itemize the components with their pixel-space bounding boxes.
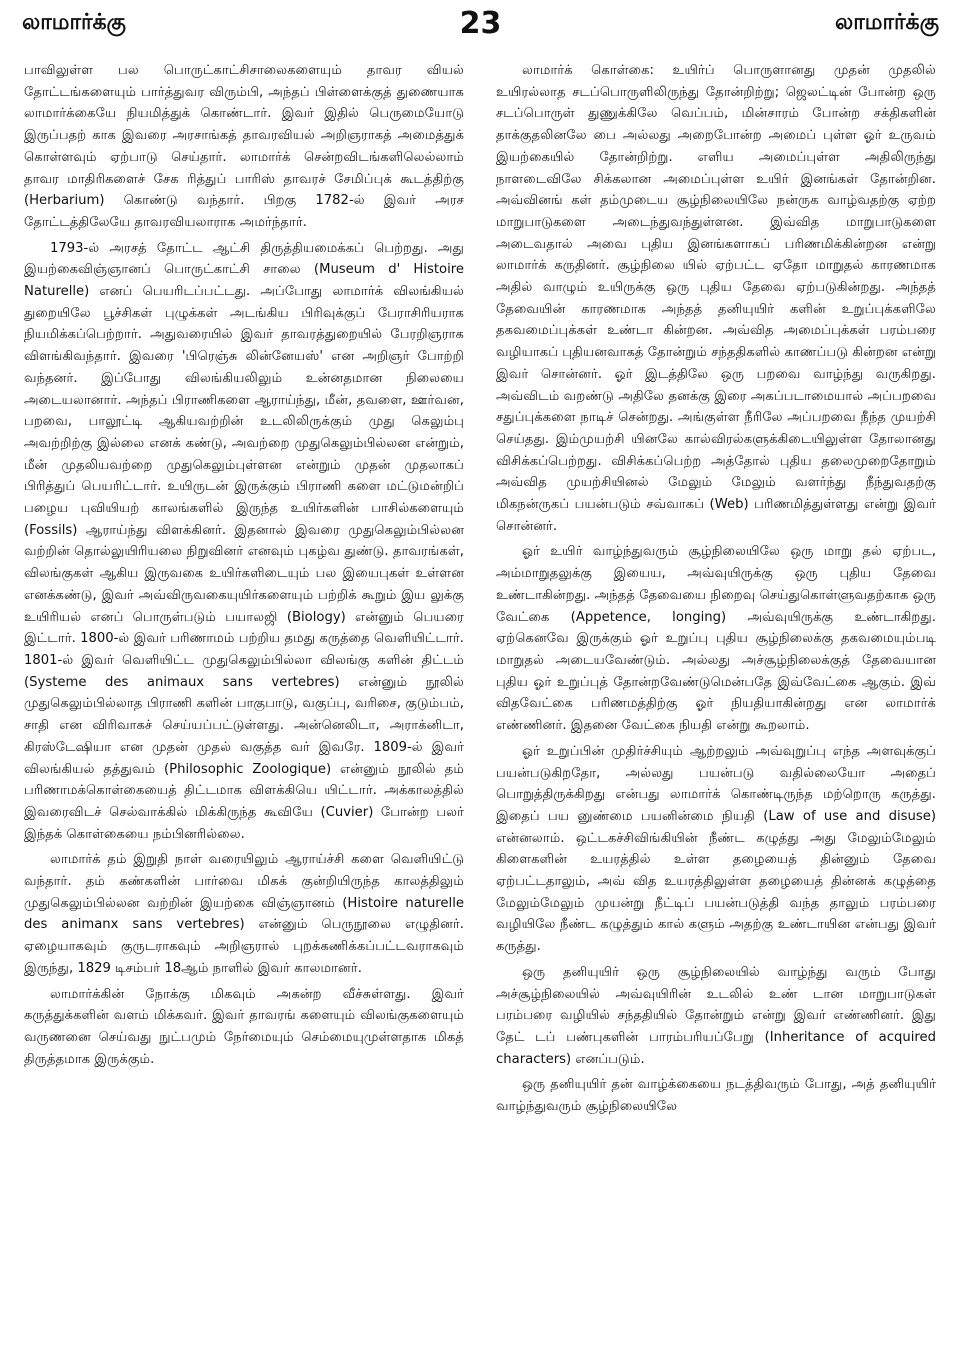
paragraph: லாமார்க்கின் நோக்கு மிகவும் அகன்ற வீச்சுள்ளது. இவர் கருத்துக்களின் வளம் மிக்கவர். இவர் தாவரங் களையும் விலங்குகளையும் வருணனை செய்வது நுட்பமும் நேர்மையும் செம்மையுமுள்ளதாக மிகத் திருத்தமாக இருக்கும். — [24, 986, 464, 1067]
page-number: 23 — [459, 6, 502, 41]
paragraph: 1793-ல் அரசத் தோட்ட ஆட்சி திருத்தியமைக்கப் பெற்றது. அது இயற்கைவிஞ்ஞானப் பொருட்காட்சி சாலை (Museum d' Histoire Naturelle) எனப் பெயரிடப்பட்டது. அப்போது லாமார்க் விலங்கியல் துறையிலே பூச்சிகள் புழுக்கள் அடங்கிய பிரிவுக்குப் பேராசிரியராக நியமிக்கப்பெற்றார். அதுவரையில் இவர் தாவரத்துறையில் பேரறிஞராக விளங்கிவந்தார். இவரை 'பிரெஞ்சு லின்னேயஸ்' என அறிஞர் போற்றி வந்தனர். இப்போது விலங்கியலிலும் உன்னதமான நிலையை அடையலானார். அந்தப் பிராணிகளை ஆராய்ந்து, மீன், தவளை, ஊர்வன, பறவை, பாலூட்டி ஆகியவற்றின் உடலிலிருக்கும் முது கெலும்பு அவற்றிற்கு இல்லை எனக் கண்டு, அவற்றை முதுகெலும்பில்லன என்றும், மீன் முதலியவற்றை முதுகெலும்புள்ளன என்றும் முதன் முதலாகப் பிரித்துப் பெயரிட்டார். உயிருடன் இருக்கும் பிராணி களை மட்டுமன்றிப் பழைய புவியியற் காலங்களில் இருந்த உயிர்களின் பாசில்களையும் (Fossils) ஆராய்ந்து விளக்கினர். இதனால் இவரை முதுகெலும்பில்லன வற்றின் தொல்லுயிரியலை நிறுவினர் எனவும் புகழ்வ துண்டு. தாவரங்கள், விலங்குகள் ஆகிய இருவகை உயிர்களிடையும் பல இயைபுகள் உள்ளன எனக்கண்டு, இவர் அவ்விருவகையுயிர்களையும் பற்றிக் கூறும் இய லுக்கு உயிரியல் எனப் பொருள்படும் பயாலஜி (Biology) என்னும் பெயரை இட்டார். 1800-ல் இவர் பரிணாமம் பற்றிய தமது கருத்தை வெளியிட்டார். 1801-ல் இவர் வெளியிட்ட முதுகெலும்பில்லா விலங்கு களின் திட்டம் (Systeme des animaux sans vertebres) என்னும் நூலில் முதுகெலும்பில்லாத பிராணி களின் பாகுபாடு, வகுப்பு, வரிசை, குடும்பம், சாதி என விரிவாகச் செய்யப்பட்டுள்ளது. அன்னெலிடா, அராக்னிடா, கிரஸ்டேஷியா என முதன் முதல் வகுத்த வர் இவரே. 1809-ல் இவர் விலங்கியல் தத்துவம் (Philosophic Zoologique) என்னும் நூலில் தம் பரிணாமக்கொள்கையைத் திட்டமாக விளக்கியெ யிட்டார். அக்காலத்தில் இவரைவிடச் செல்வாக்கில் மிக்கிருந்த கூவியே (Cuvier) போன்ற பலர் இந்தக் கொள்கையை நம்பினரில்லை. — [24, 240, 464, 842]
right-column — [496, 60, 936, 1350]
paragraph: லாமார்க் கொள்கை: உயிர்ப் பொருளானது முதன் முதலில் உயிரல்லாத சடப்பொருளிலிருந்து தோன்றிற்று; ஜெலட்டின் போன்ற ஒரு சடப்பொருள் துணுக்கிலே வெப்பம், மின்சாரம் போன்ற சக்திகளின் தாக்குதலினலே பை அல்லது அறைபோன்ற அமைப் புள்ள ஓர் உருவம் இயற்கையில் தோன்றிற்று. எளிய அமைப்புள்ள அதிலிருந்து நாளடைவிலே சிக்கலான அமைப்புள்ள உயிர் இனங்கள் தோன்றின. அவ்வினங் கள் தம்முடைய சூழ்நிலையிலே நன்ருக வாழ்வதற்கு ஏற்ற மாறுபாடுகளை அடைந்துவந்துள்ளன. இவ்வித மாறுபாடுகளை அடைவதால் அவை புதிய இனங்களாகப் பரிணமிக்கின்றன என்று லாமார்க் கருதினர். சூழ்நிலை யில் ஏற்பட்ட ஏதோ மாறுதல் காரணமாக அதில் வாழும் உயிருக்கு ஒரு புதிய தேவை ஏற்படுகின்றது. அந்தத் தேவையின் காரணமாக அந்தத் தனியுயிர் களின் உறுப்புக்களிலே தகவமைப்புக்கள் உண்டா கின்றன. அவ்வித அமைப்புக்கள் பரம்பரை வழியாகப் புதியனவாகத் தோன்றும் சந்ததிகளில் காணப்படு கின்றன என்று இவர் சொன்னர். ஓர் இடத்திலே ஒரு பறவை வாழ்ந்து வருகிறது. அவ்விடம் வறண்டு அதிலே தனக்கு இரை அகப்படாமையால் அப்பறவை சதுப்புக்களை நாடிச் சென்றது. அங்குள்ள நீரிலே அப்பறவை நீந்த முயற்சி செய்தது. இம்முயற்சி யினலே கால்விரல்களுக்கிடையிலுள்ள தோலானது விசிக்கப்பெற்றது. விசிக்கப்பெற்ற அத்தோல் புதிய தலைமுறைதோறும் அவ்வித முயற்சியினல் மேலும் மேலும் வளர்ந்து நீந்துவதற்கு மிகநன்ருகப் பயன்படும் சவ்வாகப் (Web) பரிணமித்துள்ளது என்று இவர் சொன்னர். — [496, 63, 936, 534]
paragraph: பாவிலுள்ள பல பொருட்காட்சிசாலைகளையும் தாவர வியல் தோட்டங்களையும் பார்த்துவர விரும்பி, அந்தப் பிள்ளைக்குத் துணையாக லாமார்க்கையே நியமித்துக் கொண்டார். இவர் இதில் பெருமையோடு இருப்பதற் காக இவரை அரசாங்கத் தாவரவியல் அறிஞராகத் அமைத்துக் கொள்ளவும் ஏற்பாடு செய்தார். லாமார்க் சென்றவிடங்களிலெல்லாம் தாவர மாதிரிகளைச் சேக ரித்துப் பாரிஸ் தாவரச் சேமிப்புக் கூடத்திற்கு (Herbarium) கொண்டு வந்தார். பிறகு 1782-ல் இவர் அரச தோட்டத்திலேயே தாவரவியலாராக அமர்ந்தார். — [24, 63, 464, 230]
running-head-left: லாமார்க்கு — [22, 10, 126, 35]
page-header — [22, 6, 939, 46]
paragraph: ஒரு தனியுயிர் தன் வாழ்க்கையை நடத்திவரும் போது, அத் தனியுயிர் வாழ்ந்துவரும் சூழ்நிலையிலே — [496, 1077, 936, 1115]
paragraph: ஒரு தனியுயிர் ஒரு சூழ்நிலையில் வாழ்ந்து வரும் போது அச்சூழ்நிலையில் அவ்வுயிரின் உடலில் உண் டான மாறுபாடுகள் பரம்பரை வழியில் சந்ததியில் தோன்றும் என்று இவர் எண்ணினர். இது தேட் டப் பண்புகளின் பாரம்பரியப்பேறு (Inheritance of acquired characters) எனப்படும். — [496, 964, 936, 1067]
paragraph: ஓர் உயிர் வாழ்ந்துவரும் சூழ்நிலையிலே ஒரு மாறு தல் ஏற்பட, அம்மாறுதலுக்கு இயைய, அவ்வுயிருக்கு ஒரு புதிய தேவை உண்டாகின்றது. அந்தத் தேவையை நிறைவு செய்துகொள்ளுவதற்காக ஒரு வேட்கை (Appetence, longing) அவ்வுயிருக்கு உண்டாகிறது. ஏற்கெனவே இருக்கும் ஓர் உறுப்பு புதிய சூழ்நிலைக்கு தகவமையும்படி மாறுதல் அடையவேண்டும். அல்லது அச்சூழ்நிலைக்குத் தேவையான புதிய ஓர் உறுப்புத் தோன்றவேண்டுமென்பதே இவ்வேட்கை ஆகும். இவ் விதவேட்கை பரிணமத்திற்கு ஓர் நியதியாகின்றது என லாமார்க் எண்ணினர். இதனை வேட்கை நியதி என்று கூறலாம். — [496, 544, 936, 734]
running-head-right: லாமார்க்கு — [835, 10, 939, 35]
left-column — [24, 60, 464, 1350]
paragraph: ஓர் உறுப்பின் முதிர்ச்சியும் ஆற்றலும் அவ்வுறுப்பு எந்த அளவுக்குப் பயன்படுகிறதோ, அல்லது பயன்படு வதில்லையோ அதைப் பொறுத்திருக்கிறது என்பது லாமார்க் கொண்டிருந்த மற்றொரு கருத்து. இதைப் பய னுண்மை பயனின்மை நியதி (Law of use and disuse) என்னலாம். ஒட்டகச்சிவிங்கியின் நீண்ட கழுத்து அது மேலும்மேலும் கிளைகளின் உயரத்தில் உள்ள தழையைத் தின்னும் தேவை ஏற்பட்டதாலும், அவ் வித உயரத்திலுள்ள தழையைத் தின்னக் கழுத்தை மேலும்மேலும் முயன்று நீட்டிப் பயன்படுத்தி வந்த தாலும் பரம்பரை வழியிலே நீண்ட கழுத்தும் கால் களும் அதற்கு உண்டாயின என்பது இவர் கருத்து. — [496, 743, 936, 955]
paragraph: லாமார்க் தம் இறுதி நாள் வரையிலும் ஆராய்ச்சி களை வெளியிட்டு வந்தார். தம் கண்களின் பார்வை மிகக் குன்றியிருந்த காலத்திலும் முதுகெலும்பில்லன வற்றின் இயற்கை விஞ்ஞானம் (Histoire naturelle des animanx sans vertebres) என்னும் பெருநூலை எழுதினர். ஏழையாகவும் குருடராகவும் அறிஞரால் புறக்கணிக்கப்பட்டவராகவும் இருந்து, 1829 டிசம்பர் 18ஆம் நாளில் இவர் காலமானர். — [24, 852, 464, 976]
